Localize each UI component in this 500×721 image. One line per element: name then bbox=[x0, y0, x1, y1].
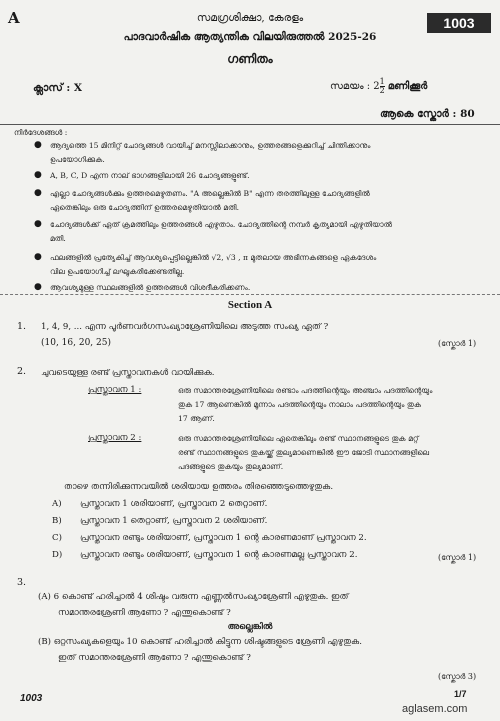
instructions-title: നിർദേശങ്ങൾ : bbox=[14, 128, 68, 137]
exam-title: പാദവാർഷിക ആത്യന്തിക വിലയിരുത്തൽ 2025-26 bbox=[123, 31, 377, 43]
set-letter: A bbox=[8, 9, 20, 27]
statement-2-label: പ്രസ്താവന 2 : bbox=[88, 433, 142, 443]
option-b-text: ഇത് സമാന്തരശ്രേണി ആണോ ? എന്തുകൊണ്ട് ? bbox=[58, 653, 251, 663]
question-number: 1. bbox=[17, 321, 27, 332]
time-fraction-den: 2 bbox=[379, 86, 385, 95]
bullet-icon: ● bbox=[34, 252, 42, 262]
bullet-icon: ● bbox=[34, 140, 42, 150]
page-number: 1/7 bbox=[454, 689, 467, 699]
header-divider bbox=[0, 124, 500, 125]
subject-title: ഗണിതം bbox=[227, 52, 273, 66]
statement-2-text: പദങ്ങളുടെ തുകയും തുല്യമാണ്. bbox=[178, 462, 284, 471]
question-prompt: താഴെ തന്നിരിക്കുന്നവയിൽ ശരിയായ ഉത്തരം തിരഞ്ഞെടുത്തെഴുതുക. bbox=[64, 482, 334, 492]
paper-code-badge: 1003 bbox=[427, 13, 491, 33]
question-number: 2. bbox=[17, 366, 27, 377]
statement-2-text: ഒരു സമാന്തരശ്രേണിയിലെ ഏതെങ്കിലും രണ്ട് സ്ഥാനങ്ങളുടെ തുക മറ്റ് bbox=[178, 434, 419, 443]
time-unit: മണിക്കൂർ bbox=[387, 81, 428, 92]
question-options: (10, 16, 20, 25) bbox=[41, 338, 111, 348]
option-a-text: സമാന്തരശ്രേണി ആണോ ? എന്തുകൊണ്ട് ? bbox=[58, 608, 231, 618]
time-whole: 2 bbox=[373, 81, 380, 92]
time-label: സമയം : bbox=[330, 81, 371, 92]
statement-1-text: തുക 17 ആണെങ്കിൽ മൂന്നാം പദത്തിന്റെയും നാലാം പദത്തിന്റെയും തുക bbox=[178, 400, 422, 409]
option-key: B) bbox=[52, 516, 62, 526]
question-number: 3. bbox=[17, 577, 27, 588]
question-marks: (സ്കോർ 1) bbox=[438, 339, 477, 348]
time-fraction bbox=[380, 78, 385, 95]
option-text: പ്രസ്താവന രണ്ടും ശരിയാണ്, പ്രസ്താവന 1 ന്റെ കാരണമല്ല പ്രസ്താവന 2. bbox=[80, 550, 358, 560]
option-key: A) bbox=[52, 499, 62, 509]
statement-2-text: രണ്ട് സ്ഥാനങ്ങളുടെ തുകയ്ക്ക് തുല്യമാണെങ്കിൽ ഈ ജോടി സ്ഥാനങ്ങളിലെ bbox=[178, 448, 430, 457]
option-text: പ്രസ്താവന 1 ശരിയാണ്, പ്രസ്താവന 2 തെറ്റാണ്. bbox=[80, 499, 268, 509]
option-b-text: (B) ഒറ്റസംഖ്യകളെയും 10 കൊണ്ട് ഹരിച്ചാൽ കിട്ടുന്ന ശിഷ്ടങ്ങളുടെ ശ്രേണി എഴുതുക. bbox=[38, 637, 362, 647]
statement-1-text: 17 ആണ്. bbox=[178, 414, 215, 423]
bullet-icon: ● bbox=[34, 282, 42, 292]
time-info bbox=[330, 78, 427, 95]
bullet-icon: ● bbox=[34, 170, 42, 180]
time-fraction-num: 1 bbox=[379, 77, 385, 86]
instructions-divider bbox=[0, 294, 500, 295]
bullet-icon: ● bbox=[34, 219, 42, 229]
statement-1-text: ഒരു സമാന്തരശ്രേണിയിലെ രണ്ടാം പദത്തിന്റെയും അഞ്ചാം പദത്തിന്റെയും bbox=[178, 386, 433, 395]
bullet-icon: ● bbox=[34, 188, 42, 198]
question-intro: ചുവടെയുള്ള രണ്ട് പ്രസ്താവനകൾ വായിക്കുക. bbox=[41, 368, 215, 378]
class-label: ക്ലാസ് : X bbox=[33, 82, 83, 94]
watermark-brand: aglasem.com bbox=[402, 703, 468, 715]
footer-code: 1003 bbox=[20, 693, 43, 704]
option-key: C) bbox=[52, 533, 62, 543]
statement-1-label: പ്രസ്താവന 1 : bbox=[88, 385, 142, 395]
option-text: പ്രസ്താവന രണ്ടും ശരിയാണ്, പ്രസ്താവന 1 ന്റെ കാരണമാണ് പ്രസ്താവന 2. bbox=[80, 533, 367, 543]
exam-page: A 1003 സമഗ്രശിക്ഷാ, കേരളം പാദവാർഷിക ആത്യന്തിക വിലയിരുത്തൽ 2025-26 ഗണിതം ക്ലാസ് : X സമയം : 2 $\frac{1}{2}$ മണിക്കൂർ ആകെ സ്കോർ : 80 നിർദേശങ്ങൾ : ● ആദ്യത്തെ 15 മിനിറ്റ് ചോദ്യങ്ങൾ വായിച്ച് മനസ്സിലാക്കാനും, ഉത്തരങ്ങളെക്കുറിച്ച് ചിന്തിക്കാനും ഉപയോഗിക്കുക. ● A, B, C, D എന്ന നാല് ഭാഗങ്ങളിലായി 26 ചോദ്യങ്ങളുണ്ട്. ● എല്ലാ ചോദ്യങ്ങൾക്കും ഉത്തരമെഴുതണം. "A അല്ലെങ്കിൽ B" എന്ന തരത്തിലുള്ള ചോദ്യങ്ങളിൽ ഏതെങ്കിലും ഒരു ചോദ്യത്തിന് ഉത്തരമെഴുതിയാൽ മതി. ● ചോദ്യങ്ങൾക്ക് ഏത് ക്രമത്തിലും ഉത്തരങ്ങൾ എഴുതാം. ചോദ്യത്തിന്റെ നമ്പർ കൃത്യമായി എഴുതിയാൽ മതി. ● ഫലങ്ങളിൽ പ്രത്യേകിച്ച് ആവശ്യപ്പെട്ടില്ലെങ്കിൽ √2, √3 , π മുതലായ അഭിന്നകങ്ങളെ ഏകദേശം വില ഉപയോഗിച്ച് ലഘൂകരിക്കേണ്ടതില്ല. ● ആവശ്യമുള്ള സ്ഥലങ്ങളിൽ ഉത്തരങ്ങൾ വിശദീകരിക്കണം. Section A 1. 1, 4, 9, ... എന്ന പൂർണവർഗസംഖ്യാശ്രേണിയിലെ അടുത്ത സംഖ്യ ഏത് ? (10, 16, 20, 25) (സ്കോർ 1) 2. ചുവടെയുള്ള രണ്ട് പ്രസ്താവനകൾ വായിക്കുക. പ്രസ്താവന 1 : ഒരു സമാന്തരശ്രേണിയിലെ രണ്ടാം പദത്തിന്റെയും അഞ്ചാം പദത്തിന്റെയും തുക 17 ആണെങ്കിൽ മൂന്നാം പദത്തിന്റെയും നാലാം പദത്തിന്റെയും തുക 17 ആണ്. പ്രസ്താവന 2 : ഒരു സമാന്തരശ്രേണിയിലെ ഏതെങ്കിലും രണ്ട് സ്ഥാനങ്ങളുടെ തുക മറ്റ് രണ്ട് സ്ഥാനങ്ങളുടെ തുകയ്ക്ക് തുല്യമാണെങ്കിൽ ഈ ജോടി സ്ഥാനങ്ങളിലെ പദങ്ങളുടെ തുകയും തുല്യമാണ്. താഴെ തന്നിരിക്കുന്നവയിൽ ശരിയായ ഉത്തരം തിരഞ്ഞെടുത്തെഴുതുക. A) പ്രസ്താവന 1 ശരിയാണ്, പ്രസ്താവന 2 തെറ്റാണ്. B) പ്രസ്താവന 1 തെറ്റാണ്, പ്രസ്താവന 2 ശരിയാണ്. C) പ്രസ്താവന രണ്ടും ശരിയാണ്, പ്രസ്താവന 1 ന്റെ കാരണമാണ് പ്രസ്താവന 2. D) പ്രസ്താവന രണ്ടും ശരിയാണ്, പ്രസ്താവന 1 ന്റെ കാരണമല്ല പ്രസ്താവന 2. (സ്കോർ 1) 3. (A) 6 കൊണ്ട് ഹരിച്ചാൽ 4 ശിഷ്ടം വരുന്ന എണ്ണൽസംഖ്യാശ്രേണി എഴുതുക. ഇത് സമാന്തരശ്രേണി ആണോ ? എന്തുകൊണ്ട് ? അല്ലെങ്കിൽ (B) ഒറ്റസംഖ്യകളെയും 10 കൊണ്ട് ഹരിച്ചാൽ കിട്ടുന്ന ശിഷ്ടങ്ങളുടെ ശ്രേണി എഴുതുക. ഇത് സമാന്തരശ്രേണി ആണോ ? എന്തുകൊണ്ട് ? (സ്കോർ 3) 1003 1/7 aglasem.com bbox=[0, 0, 500, 721]
question-marks: (സ്കോർ 1) bbox=[438, 553, 477, 562]
section-title: Section A bbox=[227, 299, 273, 311]
total-score-label: ആകെ സ്കോർ : 80 bbox=[380, 108, 475, 120]
or-label: അല്ലെങ്കിൽ bbox=[227, 622, 273, 632]
organization-name: സമഗ്രശിക്ഷാ, കേരളം bbox=[196, 12, 304, 24]
question-text: 1, 4, 9, ... എന്ന പൂർണവർഗസംഖ്യാശ്രേണിയിലെ അടുത്ത സംഖ്യ ഏത് ? bbox=[41, 322, 329, 332]
option-key: D) bbox=[52, 550, 63, 560]
option-a-text: (A) 6 കൊണ്ട് ഹരിച്ചാൽ 4 ശിഷ്ടം വരുന്ന എണ്ണൽസംഖ്യാശ്രേണി എഴുതുക. ഇത് bbox=[38, 592, 349, 602]
question-marks: (സ്കോർ 3) bbox=[438, 672, 477, 681]
option-text: പ്രസ്താവന 1 തെറ്റാണ്, പ്രസ്താവന 2 ശരിയാണ്. bbox=[80, 516, 268, 526]
